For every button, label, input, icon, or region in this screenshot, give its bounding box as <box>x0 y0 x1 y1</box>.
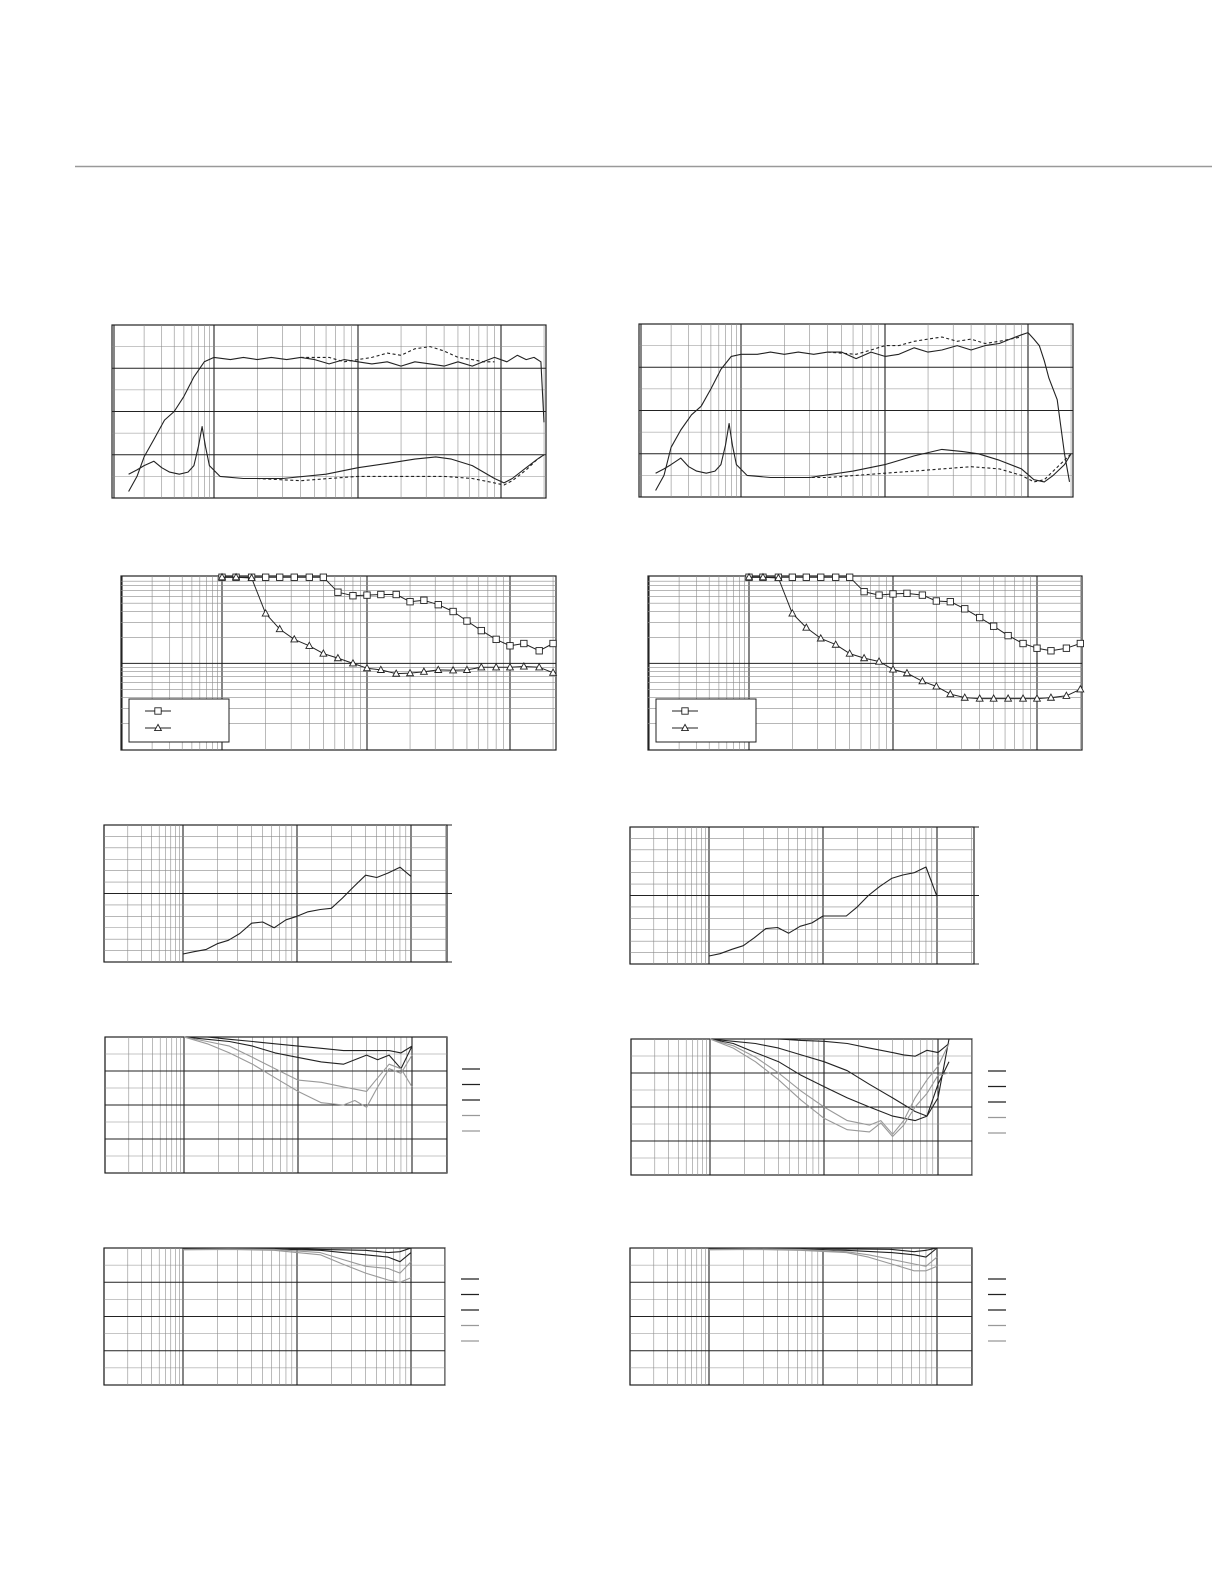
data-point-square <box>1077 640 1083 646</box>
data-point-square <box>521 640 527 646</box>
data-point-square <box>464 618 470 624</box>
data-point-square <box>320 574 326 580</box>
directivity-left <box>104 825 452 962</box>
legend <box>462 1069 480 1131</box>
data-point-square <box>378 591 384 597</box>
legend <box>988 1279 1006 1341</box>
data-point-square <box>1020 640 1026 646</box>
data-point-square <box>904 590 910 596</box>
data-point-square <box>846 574 852 580</box>
data-point-square <box>291 574 297 580</box>
legend <box>656 699 756 742</box>
data-point-square <box>962 606 968 612</box>
data-point-square <box>890 591 896 597</box>
data-point-square <box>262 574 268 580</box>
legend-marker-square <box>682 708 688 714</box>
vertical-polar-right <box>630 1248 1006 1385</box>
data-point-square <box>1034 645 1040 651</box>
data-point-square <box>350 593 356 599</box>
data-point-square <box>306 574 312 580</box>
data-point-square <box>947 599 953 605</box>
data-point-square <box>364 592 370 598</box>
data-point-square <box>335 589 341 595</box>
legend-box <box>129 699 229 742</box>
freq-response-right <box>639 324 1073 497</box>
dispersion-right <box>648 574 1084 750</box>
data-point-square <box>407 599 413 605</box>
data-point-square <box>832 574 838 580</box>
data-point-square <box>1048 648 1054 654</box>
horizontal-polar-right <box>631 1039 1006 1175</box>
legend <box>988 1071 1006 1133</box>
data-point-square <box>803 574 809 580</box>
legend-box <box>656 699 756 742</box>
data-point-square <box>421 597 427 603</box>
freq-response-left <box>112 325 546 498</box>
data-point-square <box>818 574 824 580</box>
vertical-polar-left <box>104 1248 479 1385</box>
dispersion-left <box>121 574 556 750</box>
legend <box>461 1279 479 1341</box>
data-point-square <box>393 591 399 597</box>
directivity-right <box>630 827 979 964</box>
data-point-square <box>277 574 283 580</box>
data-point-square <box>493 636 499 642</box>
data-point-square <box>876 592 882 598</box>
data-point-square <box>536 648 542 654</box>
data-point-square <box>550 640 556 646</box>
data-point-square <box>990 623 996 629</box>
data-point-square <box>933 598 939 604</box>
data-point-square <box>478 627 484 633</box>
data-point-square <box>919 592 925 598</box>
data-point-square <box>976 614 982 620</box>
data-point-square <box>861 588 867 594</box>
legend <box>129 699 229 742</box>
data-point-square <box>435 601 441 607</box>
data-point-square <box>507 643 513 649</box>
data-point-square <box>1005 632 1011 638</box>
data-point-square <box>450 608 456 614</box>
legend-marker-square <box>155 708 161 714</box>
horizontal-polar-left <box>105 1037 480 1173</box>
data-point-square <box>789 574 795 580</box>
data-point-square <box>1063 645 1069 651</box>
